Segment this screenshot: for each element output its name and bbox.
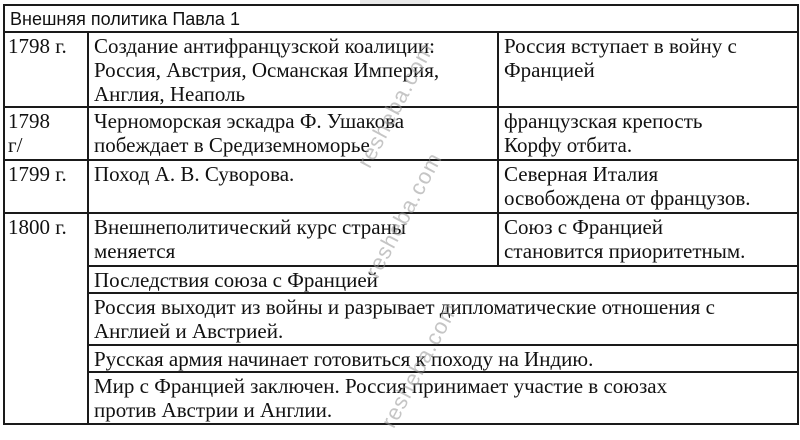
event-cell: Внешнеполитический курс страны меняется bbox=[88, 213, 498, 266]
year-cell: 1800 г. bbox=[4, 213, 88, 424]
consequence-item: Мир с Францией заключен. Россия принимает участие в союзах против Австрии и Англии. bbox=[88, 372, 798, 424]
year-cell: 1799 г. bbox=[4, 160, 88, 213]
consequence-item: Россия выходит из войны и разрывает дипломатические отношения с Англией и Австрией. bbox=[88, 293, 798, 345]
year-cell: 1798 г/ bbox=[4, 107, 88, 160]
table-row bbox=[4, 160, 798, 213]
consequence-row bbox=[4, 293, 798, 345]
consequences-heading: Последствия союза с Францией bbox=[88, 266, 798, 293]
watermark-text: resheba.com bbox=[376, 297, 463, 432]
event-cell: Создание антифранцузской коалиции: Россия, Австрия, Османская Империя, Англия, Неаполь bbox=[88, 32, 498, 107]
consequence-row bbox=[4, 372, 798, 424]
result-cell: Союз с Францией становится приоритетным. bbox=[498, 213, 798, 266]
result-cell: Россия вступает в войну с Францией bbox=[498, 32, 798, 107]
result-cell: Северная Италия освобождена от французов. bbox=[498, 160, 798, 213]
table-row bbox=[4, 107, 798, 160]
consequence-item: Русская армия начинает готовиться к походу на Индию. bbox=[88, 345, 798, 372]
consequence-row bbox=[4, 345, 798, 372]
watermark-text: resheba.com bbox=[360, 147, 447, 282]
event-cell: Поход А. В. Суворова. bbox=[88, 160, 498, 213]
consequences-heading-row bbox=[4, 266, 798, 293]
table-row bbox=[4, 32, 798, 107]
watermark-text: resheba.com bbox=[352, 37, 439, 172]
year-cell: 1798 г. bbox=[4, 32, 88, 107]
result-cell: французская крепость Корфу отбита. bbox=[498, 107, 798, 160]
table-row bbox=[4, 213, 798, 266]
event-cell: Черноморская эскадра Ф. Ушакова побеждает в Средиземноморье bbox=[88, 107, 498, 160]
foreign-policy-table bbox=[3, 4, 799, 425]
table-header-row bbox=[4, 5, 798, 32]
table-title: Внешняя политика Павла 1 bbox=[4, 5, 798, 32]
